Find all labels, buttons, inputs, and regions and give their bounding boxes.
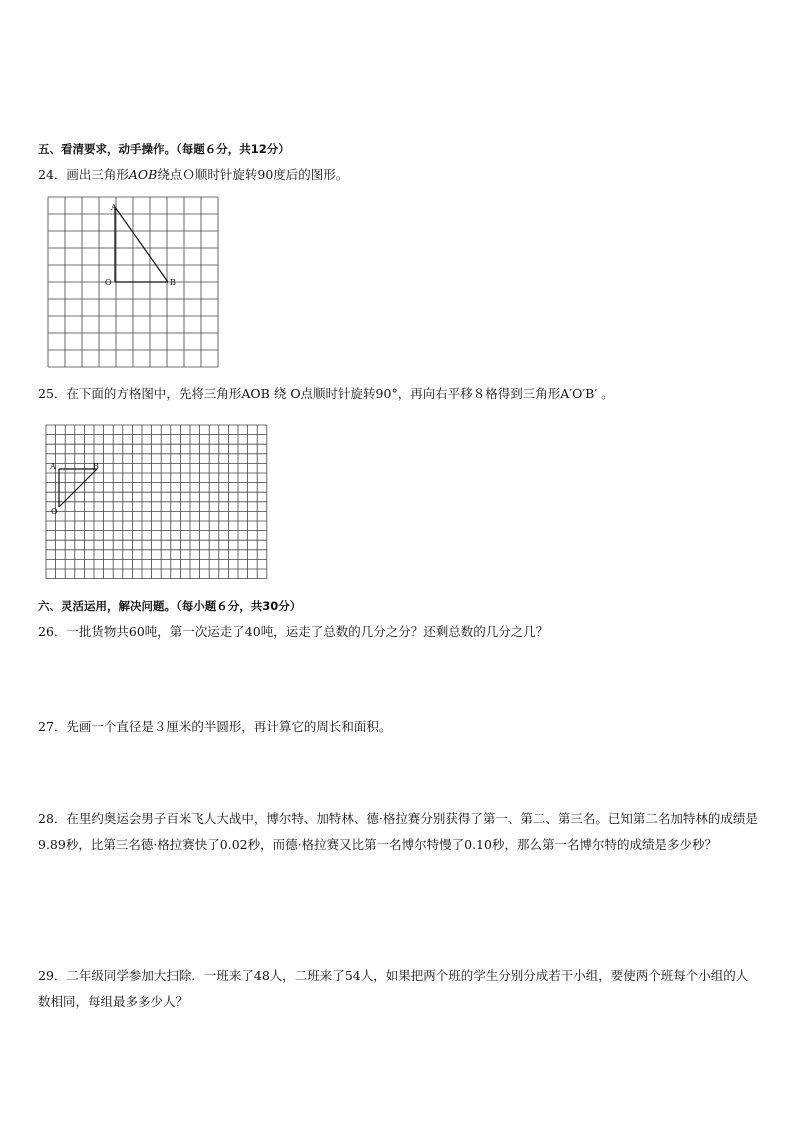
segment-ab	[115, 207, 168, 282]
question-24-math: AOB	[128, 167, 158, 182]
grid-q25	[45, 424, 269, 579]
label-b: B	[93, 462, 99, 471]
section-6-heading: 六、灵活运用，解决问题。（每小题６分，共30分）	[38, 599, 302, 613]
label-b: B	[170, 278, 176, 287]
label-a: A	[50, 462, 56, 471]
question-24-prefix: 24．画出三角形	[38, 167, 129, 182]
section-5-heading: 五、看清要求，动手操作。（每题６分，共12分）	[38, 142, 290, 156]
label-o: O	[105, 278, 112, 287]
question-27: 27．先画一个直径是３厘米的半圆形，再计算它的周长和面积。	[38, 719, 392, 734]
label-a: A	[111, 203, 117, 212]
question-24-suffix: 绕点Ｏ顺时针旋转90度后的图形。	[157, 167, 349, 182]
question-25: 25．在下面的方格图中，先将三角形AOB 绕 O点顺时针旋转90°，再向右平移８格得到三角形A′O′B′ 。	[38, 386, 614, 401]
label-o: O	[51, 507, 58, 516]
question-28: 28．在里约奥运会男子百米飞人大战中，博尔特、加特林、德·格拉赛分别获得了第一、第二、第三名。已知第二名加特林的成绩是9.89秒，比第三名德·格拉赛快了0.02秒，而德·格拉赛又比第一名博尔特慢了0.10秒，那么第一名博尔特的成绩是多少秒？	[38, 811, 758, 852]
question-26: 26．一批货物共60吨，第一次运走了40吨，运走了总数的几分之分？还剩总数的几分之几？	[38, 624, 549, 639]
question-29: 29．二年级同学参加大扫除．一班来了48人，二班来了54人，如果把两个班的学生分别分成若干小组，要使两个班每个小组的人数相同，每组最多多少人？	[38, 968, 749, 1009]
question-24	[38, 167, 348, 183]
segment-ob	[59, 469, 97, 507]
grid-q24	[47, 196, 219, 368]
